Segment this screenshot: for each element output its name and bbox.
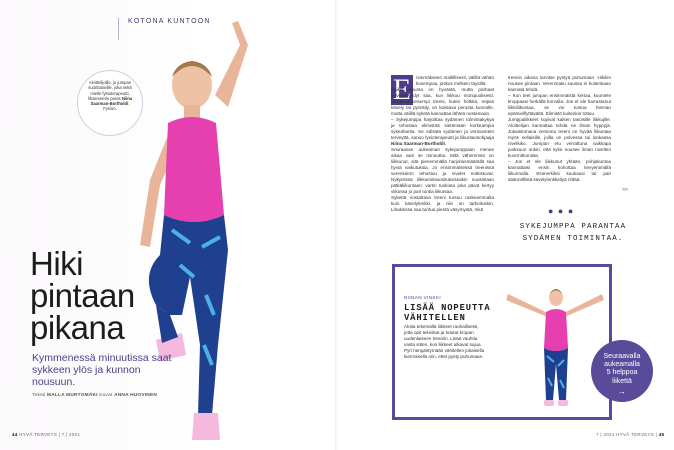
continue-marker: ››› [622,187,628,193]
body-paragraph: treenin aikana tarvitse pystyä puhumaan. Hikikin nousee pintaan. Verenmaku suussa ei kuitenkaan kannata tehdä. [508,75,611,92]
next-spread-badge[interactable]: Seuraavalla aukeamalla 5 helppoa liikettä → [591,340,653,402]
byline-photo-author: ANNA HUOVINEN [114,393,158,398]
body-paragraph: Sykettä nostattava treeni tuntuu raskeammalta kuin kävelylenkki, ja niin on tarkoituskin. Lihaksissa saa tuntua pientä väsymystä, mkä [391,195,494,212]
caption-suffix: : Fysioo. [103,101,130,112]
caption-name: Niina Saarman-Bortholdi [90,95,133,107]
caption-text: Aloittelijoille, jo jumpan suorittaneille, joka sekä mielle fysioterapeutti, lihasmeetin paras [87,80,132,101]
pull-quote: SYKEJUMPPA PARANTAA SYDÄMEN TOIMINTAA. [519,223,627,243]
byline-text-label: Teksti [32,393,46,398]
byline-photo-label: Kuvat [99,393,113,398]
tip-kicker: NIINAN VINKKI [404,295,442,300]
decorative-dots: ● ● ● [548,206,575,216]
headline-line: Hiki [30,245,83,282]
section-title: KOTONA KUNTOON [128,18,211,25]
byline [32,393,157,398]
body-paragraph: – Kun teet jumpan ensimmäistä kertaa, kuuntele kroppaasi herkällä korvalla. Jos et ole harrastanut liikkiliikuntaa, se voi tuntua hieman epämielllyttävältä. Elimistö kuitenkin tottuu. [508,93,611,116]
body-paragraph: Kaikki liikunta on hyvästä, mutta parhaat terveyshyödyt saa, kun liikkuu monipuolisesti. Matalaszkkeisempi treeni, kuten hölkkä, reipas kävely tai pyöräily, on koistava perusta kunnolle, mutta välillä syketä kannattaa lähteä nostamaan. [391,87,494,116]
drop-cap: E [392,73,412,106]
tip-body: Aloita tekemällä liikkeet rauhallisesti, jotta opit tekniikat ja totutat kropan uudenlaiseen treeniin. Lisää vauhtia vasta sitten, kun liikkeet alkavat sujua. Pyri hengästymään vähitellen jokaisella kierroksella niin, ettet pysty puhumaan. [404,324,485,359]
page-number: 44 [12,432,18,437]
folio-right [596,432,664,437]
body-paragraph: Jumppaliikkeet sopivat kaiken tasoisille liikkujille. Aloittelijan kannattaa tehdä ne ilman hyppyjä. Jokaistomana versiona treeni on hyvää liikuntaa myös sellaisille, joilla on polvessa tai lonkassa nivelkiko. Jumpan etu verrattuna vaikkapa juoksuun onkin, että syke nousee ilman nivelten kuormittumista. [508,117,611,158]
folio-text: HYVÄ TERVEYS | 7 | 2021 [19,432,81,437]
body-column-2 [508,75,611,183]
folio-text: 7 | 2021 HYVÄ TERVEYS | [596,432,658,437]
byline-text-author: MALLA MURTOMÄKI [47,393,98,398]
body-paragraph: Seuraavan aukeaman sykejumppaan menee aikaa vain se minuuttia. Mitä vähemmän on liikkunut, sitä pienemmällä harjoitusmäärällä saa hyviä vaikutuksia. Jo ensimmäisessä treenissä verenkierto tehostuu ja nivelet notkistuvat. Nykyisissä liikkumissuosituksissakin nuukistaan pätkäliikuntaan: vartin tuokiota joka päivä kertyy viikossa jo pari tuntia liikuntaa. [391,147,494,194]
expert-name: Niina Saarman-Bortholdi [391,141,445,146]
body-paragraph: – Sykejumppa harjoittaa sydämen toimintakykyä ja tehostaa elimistöä sietämään korkeampia sykeahartia. Se edistää sydämen ja verisuonten terveyttä, sanoo fysioterapeutti ja liikuntaosohjaaja Niina Saarman-Bortholdi. [391,117,494,146]
page-number: 45 [658,432,665,437]
page-gutter [335,0,339,450]
section-divider [118,18,119,40]
arrow-right-icon: → [618,386,626,396]
tip-title: LISÄÄ NOPEUTTA VÄHITELLEN [404,303,491,323]
body-paragraph: – Jos et ole liikkunut yhtään, pohjakuntoa kannattaisi ensin kohottaa kevyemmällä liikunnalla. Esimerkiksi kuukausi tai pari säännöllistä kävelylenkkeilyä riittää. [508,159,611,182]
body-column-1 [391,75,494,213]
headline-line: pikana [30,309,125,346]
folio-left [12,432,80,437]
main-headline [30,245,135,346]
deck-text: Kymmenessä minuutissa saat sykkeen ylös ja kunnon nousuun. [32,352,172,388]
headline-line: pintaan [30,277,135,314]
body-paragraph: nimmäkseen maltillisesti, välillä vähän kovempaa, joskus melkein täysillä. [416,75,494,86]
